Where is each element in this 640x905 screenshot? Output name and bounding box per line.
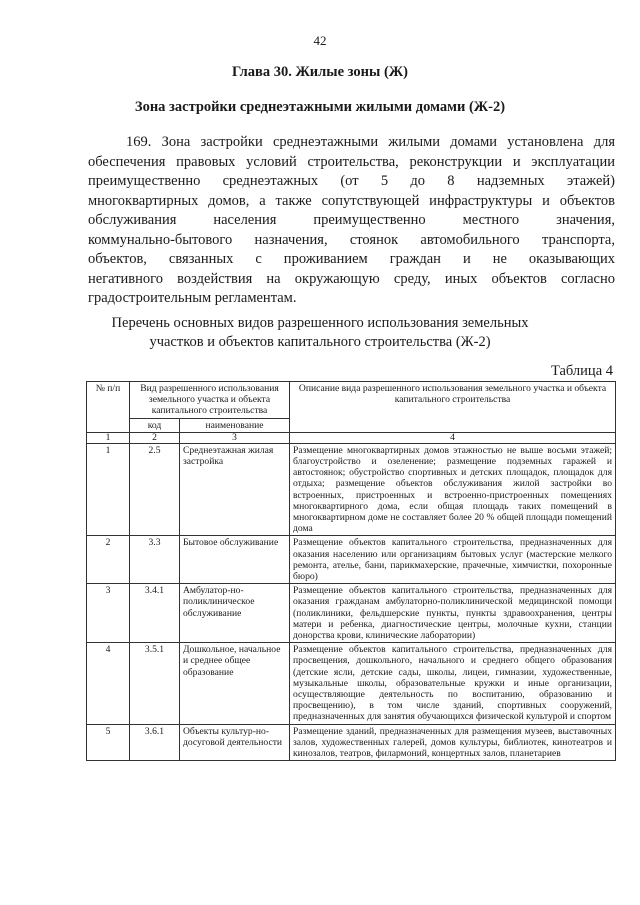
page-number: 42 xyxy=(313,33,327,48)
row-num: 2 xyxy=(87,536,130,584)
column-number-row xyxy=(87,432,616,443)
list-title-line: Перечень основных видов разрешенного использования земельных xyxy=(111,315,529,331)
row-code: 3.5.1 xyxy=(130,643,180,724)
table-caption: Таблица 4 xyxy=(550,363,613,379)
row-code: 2.5 xyxy=(130,443,180,536)
header-description: Описание вида разрешенного использования земельного участка и объекта капитального строительства xyxy=(290,382,616,433)
row-code: 3.6.1 xyxy=(130,724,180,761)
row-name: Среднеэтажная жилая застройка xyxy=(180,443,290,536)
list-title xyxy=(0,314,640,352)
row-num: 3 xyxy=(87,584,130,643)
row-description: Размещение многоквартирных домов этажностью не выше восьми этажей; благоустройство и озеленение; размещение подземных гаражей и автостоянок; обустройство спортивных и детских площадок, площадок для отдыха; размещение объектов обслуживания жилой застройки во встроенных, пристроенных и встроенно-пристроенных помещениях многоквартирного дома, если общая площадь таких помещений в многоквартирном доме не составляет более 20 % общей площади помещений дома xyxy=(290,443,616,536)
column-number: 1 xyxy=(87,432,130,443)
row-description: Размещение зданий, предназначенных для размещения музеев, выставочных залов, художественных галерей, домов культуры, библиотек, кинотеатров и кинозалов, театров, филармоний, концертных залов, планетариев xyxy=(290,724,616,761)
table-row xyxy=(87,584,616,643)
zone-description-paragraph xyxy=(88,133,615,309)
row-name: Объекты культур-но-досуговой деятельности xyxy=(180,724,290,761)
column-number: 2 xyxy=(130,432,180,443)
paragraph-line: многоквартирных домов, а также сопутствующей инфраструктуры и объектов xyxy=(88,192,615,209)
row-code: 3.4.1 xyxy=(130,584,180,643)
paragraph-line: объектов, связанных с проживанием граждан и не оказывающих xyxy=(88,251,615,267)
table-row xyxy=(87,643,616,724)
row-num: 4 xyxy=(87,643,130,724)
header-num: № п/п xyxy=(87,382,130,433)
table-header-row xyxy=(87,382,616,419)
paragraph-line: обслуживания населения преимущественно местного значения, xyxy=(88,212,615,228)
row-code: 3.3 xyxy=(130,536,180,584)
row-num: 5 xyxy=(87,724,130,761)
row-description: Размещение объектов капитального строительства, предназначенных для просвещения, дошкольного, начального и среднего общего образования (детские ясли, детские сады, школы, лицеи, гимназии, художественные, музыкальные школы, образовательные кружки и иные организации, осуществляющие деятельность по воспитанию, образованию и просвещению), в том числе зданий, спортивных сооружений, предназначенных для занятия обучающихся физической культурой и спортом xyxy=(290,643,616,724)
list-title-line: участков и объектов капитального строительства (Ж-2) xyxy=(149,334,491,350)
table-row xyxy=(87,536,616,584)
paragraph-line: 169. Зона застройки среднеэтажными жилыми домами установлена для xyxy=(126,134,615,150)
table-row xyxy=(87,443,616,536)
zone-title: Зона застройки среднеэтажными жилыми домами (Ж-2) xyxy=(134,99,506,115)
chapter-title: Глава 30. Жилые зоны (Ж) xyxy=(232,64,408,80)
row-num: 1 xyxy=(87,443,130,536)
table-row xyxy=(87,724,616,761)
row-name: Амбулатор-но-поликлиническое обслуживание xyxy=(180,584,290,643)
row-description: Размещение объектов капитального строительства, предназначенных для оказания гражданам амбулаторно-поликлинической медицинской помощи (поликлиники, фельдшерские пункты, пункты здравоохранения, центры матери и ребенка, диагностические центры, молочные кухни, станции донорства крови, клинические лаборатории) xyxy=(290,584,616,643)
paragraph-line: преимущественно среднеэтажных (от 5 до 8 надземных этажей) xyxy=(88,173,615,189)
paragraph-line: градостроительным регламентам. xyxy=(88,290,297,306)
row-name: Бытовое обслуживание xyxy=(180,536,290,584)
paragraph-line: обеспечения правовых условий строительства, реконструкции и эксплуатации xyxy=(88,153,615,170)
paragraph-line: негативного воздействия на окружающую среду, иных объектов согласно xyxy=(88,270,615,287)
row-name: Дошкольное, начальное и среднее общее образование xyxy=(180,643,290,724)
header-code: код xyxy=(130,418,180,432)
header-name: наименование xyxy=(180,418,290,432)
column-number: 3 xyxy=(180,432,290,443)
header-type-group: Вид разрешенного использования земельного участка и объекта капитального строительства xyxy=(130,382,290,419)
row-description: Размещение объектов капитального строительства, предназначенных для оказания населению или организациям бытовых услуг (мастерские мелкого ремонта, ателье, бани, парикмахерские, прачечные, химчистки, похоронные бюро) xyxy=(290,536,616,584)
permitted-use-table xyxy=(86,381,616,761)
column-number: 4 xyxy=(290,432,616,443)
paragraph-line: коммунально-бытового назначения, стоянок автомобильного транспорта, xyxy=(88,231,615,248)
